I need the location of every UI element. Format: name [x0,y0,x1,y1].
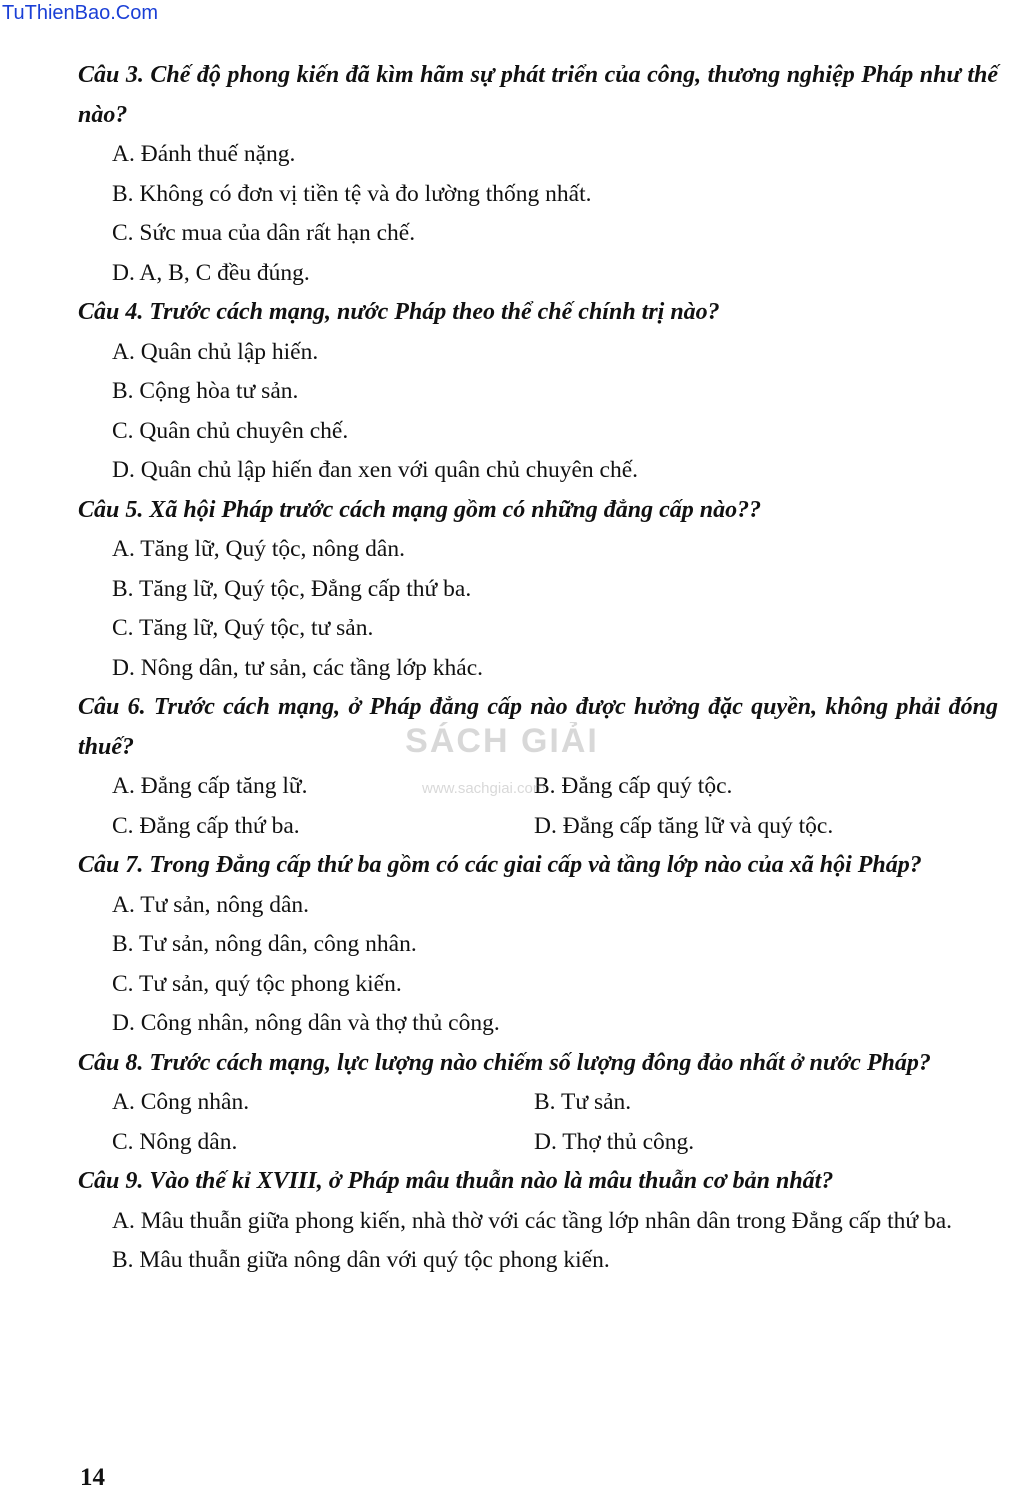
question-text: Câu 6. Trước cách mạng, ở Pháp đẳng cấp nào được hưởng đặc quyền, không phải đóng thuế? [78,694,998,760]
question-4 [78,293,998,491]
answer-option: B. Không có đơn vị tiền tệ và đo lường thống nhất. [112,180,592,207]
answer-option: A. Quân chủ lập hiến. [112,338,319,365]
answer-option: D. Đẳng cấp tăng lữ và quý tộc. [534,812,834,839]
answer-options [78,767,998,846]
answer-option: C. Tư sản, quý tộc phong kiến. [112,970,402,997]
answer-option: D. Thợ thủ công. [534,1128,695,1155]
answer-option: B. Tăng lữ, Quý tộc, Đẳng cấp thứ ba. [112,575,472,602]
question-7 [78,846,998,1044]
answer-option: C. Tăng lữ, Quý tộc, tư sản. [112,615,374,641]
question-text: Câu 9. Vào thế kỉ XVIII, ở Pháp mâu thuẫn nào là mâu thuẫn cơ bản nhất? [78,1168,834,1194]
answer-option: D. Công nhân, nông dân và thợ thủ công. [112,1010,500,1036]
page-number: 14 [80,1464,105,1491]
answer-options [78,530,998,688]
site-tag: TuThienBao.Com [2,2,158,24]
answer-option: A. Mâu thuẫn giữa phong kiến, nhà thờ với các tầng lớp nhân dân trong Đẳng cấp thứ ba. [112,1207,953,1234]
watermark-url: www.sachgiai.com [422,780,546,797]
answer-option: C. Đẳng cấp thứ ba. [112,812,300,839]
answer-option: D. A, B, C đều đúng. [112,259,310,286]
answer-option: B. Cộng hòa tư sản. [112,378,299,404]
answer-options [78,1202,998,1281]
watermark-brand: SÁCH GIẢI [405,722,599,760]
answer-option: C. Sức mua của dân rất hạn chế. [112,220,416,246]
answer-option: D. Quân chủ lập hiến đan xen với quân chủ chuyên chế. [112,457,638,483]
answer-option: B. Mâu thuẫn giữa nông dân với quý tộc phong kiến. [112,1247,610,1273]
answer-option: B. Tư sản. [534,1089,632,1115]
answer-option: C. Quân chủ chuyên chế. [112,417,349,444]
answer-option: A. Tăng lữ, Quý tộc, nông dân. [112,536,405,562]
question-text: Câu 7. Trong Đẳng cấp thứ ba gồm có các giai cấp và tầng lớp nào của xã hội Pháp? [78,852,922,878]
answer-option: A. Đẳng cấp tăng lữ. [112,773,308,799]
answer-option: A. Đánh thuế nặng. [112,141,296,167]
answer-options [78,886,998,1044]
question-5 [78,491,998,689]
answer-option: D. Nông dân, tư sản, các tầng lớp khác. [112,654,484,681]
answer-options [78,333,998,491]
question-text: Câu 4. Trước cách mạng, nước Pháp theo thể chế chính trị nào? [78,299,720,325]
question-text: Câu 5. Xã hội Pháp trước cách mạng gồm có những đẳng cấp nào?? [78,496,762,523]
question-text: Câu 8. Trước cách mạng, lực lượng nào chiếm số lượng đông đảo nhất ở nước Pháp? [78,1049,931,1076]
answer-option: B. Tư sản, nông dân, công nhân. [112,931,417,957]
question-6 [78,688,998,846]
answer-option: B. Đẳng cấp quý tộc. [534,773,733,799]
question-text: Câu 3. Chế độ phong kiến đã kìm hãm sự phát triển của công, thương nghiệp Pháp như thế nào? [78,62,998,128]
question-8 [78,1044,998,1163]
answer-options [78,1083,998,1162]
answer-options [78,135,998,293]
question-3 [78,56,998,293]
answer-option: C. Nông dân. [112,1128,238,1155]
answer-option: A. Tư sản, nông dân. [112,891,310,918]
document-content [78,56,998,1281]
answer-option: A. Công nhân. [112,1089,250,1115]
question-9 [78,1162,998,1281]
